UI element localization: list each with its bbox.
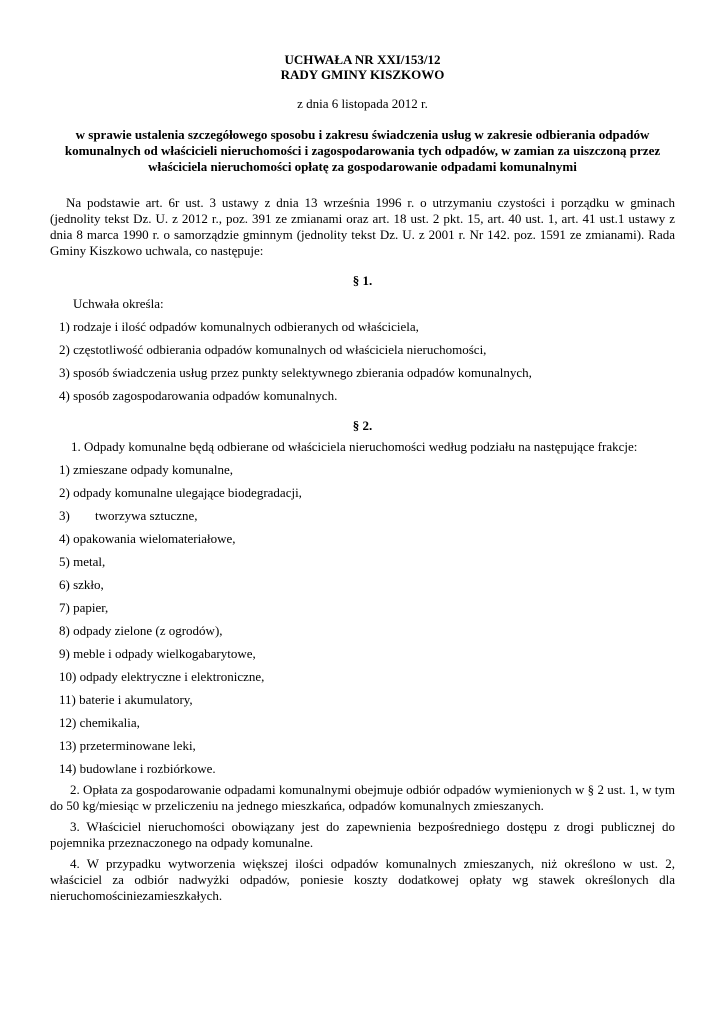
document-page: [50, 52, 675, 904]
list-item: 2) odpady komunalne ulegające biodegradacji,: [59, 485, 302, 500]
list-item: 3) sposób świadczenia usług przez punkty selektywnego zbierania odpadów komunalnych,: [59, 365, 532, 380]
resolution-number: UCHWAŁA NR XXI/153/12: [284, 52, 441, 67]
list-item: 2) częstotliwość odbierania odpadów komunalnych od właściciela nieruchomości,: [59, 342, 487, 357]
section-2-paragraph-1: 1. Odpady komunalne będą odbierane od właściciela nieruchomości według podziału na następujące frakcje:: [71, 439, 638, 454]
list-item: 8) odpady zielone (z ogrodów),: [59, 623, 223, 638]
list-item: 7) papier,: [59, 600, 109, 615]
section-2-heading: § 2.: [352, 418, 373, 433]
list-item: 14) budowlane i rozbiórkowe.: [59, 761, 216, 776]
list-item: 9) meble i odpady wielkogabarytowe,: [59, 646, 256, 661]
section-2-paragraph-4: 4. W przypadku wytworzenia większej ilości odpadów komunalnych zmieszanych, niż określono w ust. 2, właściciel za odbiór nadwyżki odpadów, poniesie koszty dodatkowej opłaty wg stawek określonych dla nieruchomościniezamieszkałych.: [50, 856, 675, 903]
resolution-subject: w sprawie ustalenia szczegółowego sposobu i zakresu świadczenia usług w zakresie odbierania odpadów komunalnych od właścicieli nieruchomości i zagospodarowania tych odpadów, w zamian za uiszczoną przez właściciela nieruchomości opłatę za gospodarowanie odpadami komunalnymi: [64, 127, 661, 174]
list-item: [59, 508, 675, 524]
list-item: 5) metal,: [59, 554, 106, 569]
list-item: 11) baterie i akumulatory,: [59, 692, 193, 707]
list-item: 13) przeterminowane leki,: [59, 738, 196, 753]
section-1-heading: § 1.: [352, 273, 373, 288]
list-item: 6) szkło,: [59, 577, 104, 592]
section-2-paragraph-3: 3. Właściciel nieruchomości obowiązany jest do zapewnienia bezpośredniego dostępu z drogi publicznej do pojemnika przeznaczonego na odpady komunalne.: [50, 819, 675, 850]
resolution-date: z dnia 6 listopada 2012 r.: [297, 96, 428, 111]
list-item: 1) zmieszane odpady komunalne,: [59, 462, 233, 477]
list-item-number: 3): [59, 508, 70, 523]
list-item: 1) rodzaje i ilość odpadów komunalnych odbieranych od właściciela,: [59, 319, 419, 334]
section-1-intro: Uchwała określa:: [73, 296, 164, 311]
list-item: 12) chemikalia,: [59, 715, 140, 730]
list-item: 4) opakowania wielomateriałowe,: [59, 531, 236, 546]
list-item-text: tworzywa sztuczne,: [95, 508, 198, 523]
preamble: Na podstawie art. 6r ust. 3 ustawy z dnia 13 września 1996 r. o utrzymaniu czystości i porządku w gminach (jednolity tekst Dz. U. z 2012 r., poz. 391 ze zmianami oraz art. 18 ust. 2 pkt. 15, art. 40 ust. 1, art. 41 ust.1 ustawy z dnia 8 marca 1990 r. o samorządzie gminnym (jednolity tekst Dz. U. z 2001 r. Nr 142. poz. 1591 ze zmianami). Rada Gminy Kiszkowo uchwala, co następuje:: [50, 195, 675, 258]
list-item: 4) sposób zagospodarowania odpadów komunalnych.: [59, 388, 338, 403]
council-name: RADY GMINY KISZKOWO: [280, 67, 445, 82]
list-item: 10) odpady elektryczne i elektroniczne,: [59, 669, 265, 684]
section-2-paragraph-2: 2. Opłata za gospodarowanie odpadami komunalnymi obejmuje odbiór odpadów wymienionych w § 2 ust. 1, w tym do 50 kg/miesiąc w przeliczeniu na jednego mieszkańca, odpadów komunalnych zmieszanych.: [50, 782, 675, 813]
